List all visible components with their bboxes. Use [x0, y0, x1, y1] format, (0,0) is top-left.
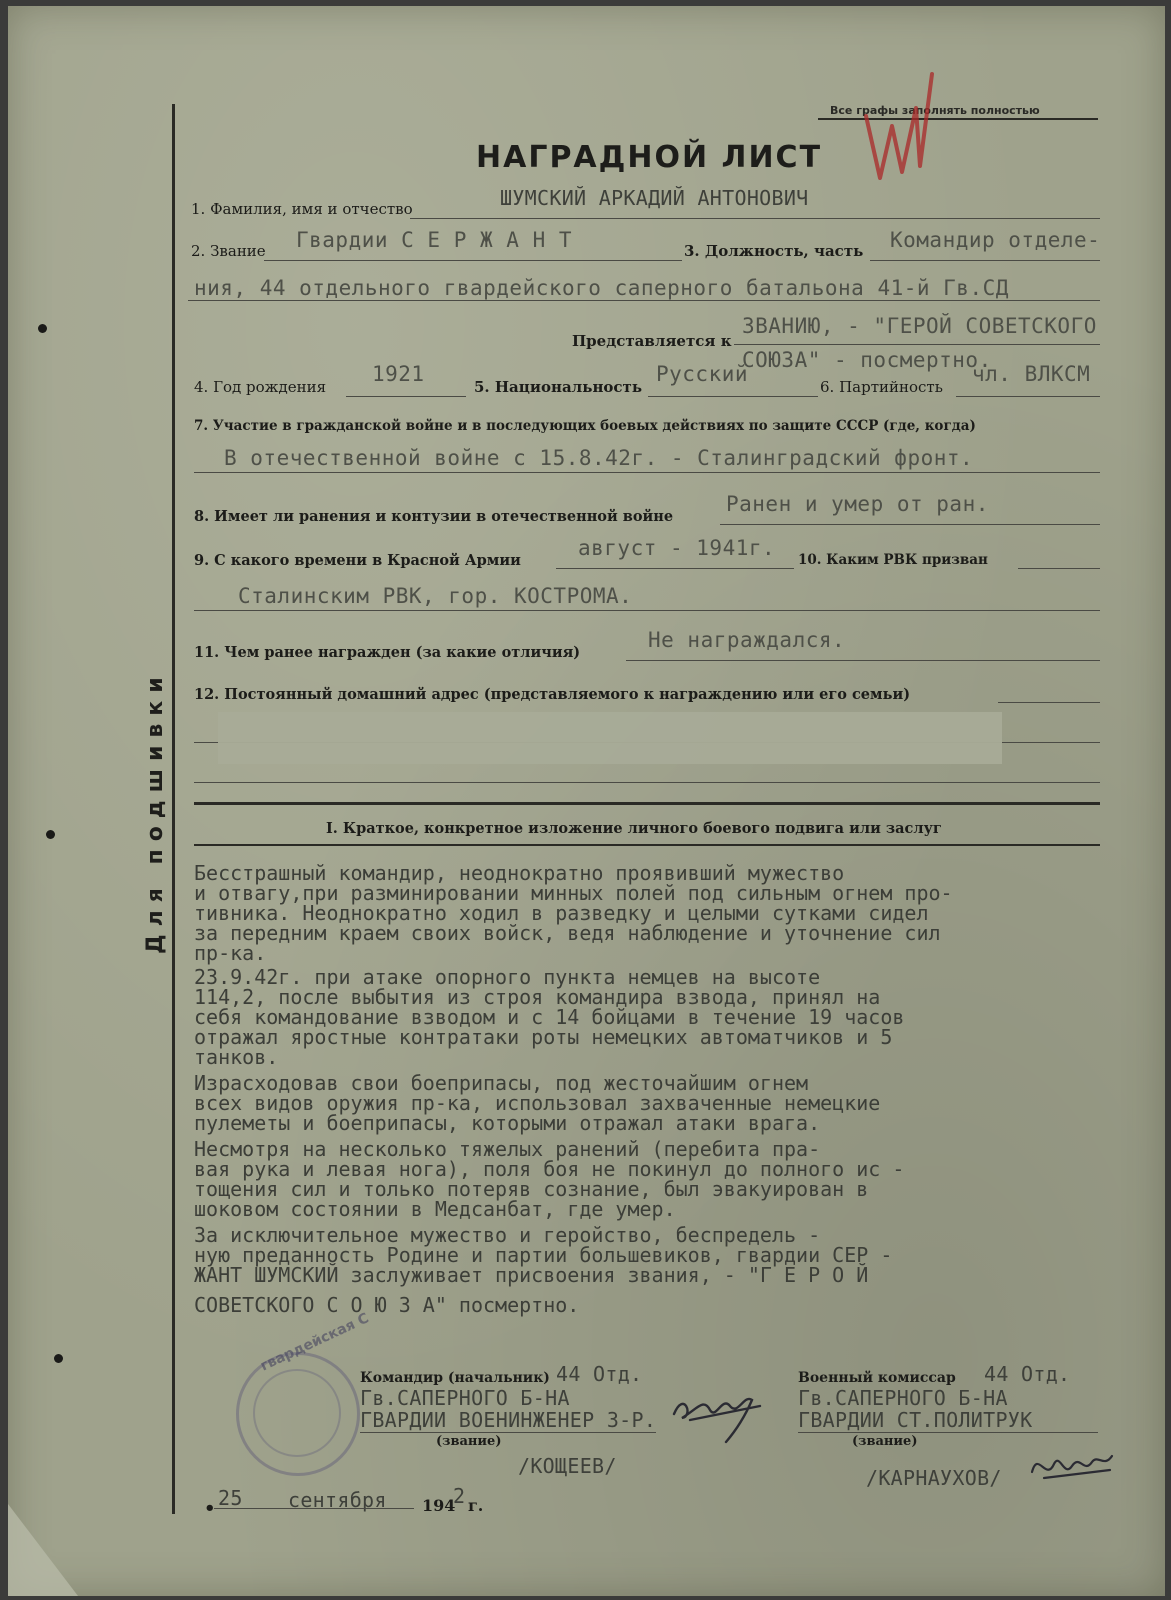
redaction-block	[218, 712, 1002, 764]
narrative-line: за передним краем своих войск, ведя наблюдение и уточнение сил	[194, 921, 941, 945]
field-7-label: 7. Участие в гражданской войне и в последующих боевых действиях по защите СССР (где, когда)	[194, 418, 976, 434]
field-3-label: 3. Должность, часть	[684, 242, 864, 260]
award-sheet	[8, 6, 1165, 1596]
commissar-label: Военный комиссар	[798, 1370, 956, 1386]
field-9-line	[556, 568, 794, 569]
narrative-line: пулеметы и боеприпасы, которыми отражал атаки врага.	[194, 1111, 821, 1135]
field-3-value: Командир отделе-	[890, 228, 1101, 252]
narrative-line: 23.9.42г. при атаке опорного пункта немцев на высоте	[194, 965, 821, 989]
date-year-prefix: 194	[422, 1496, 456, 1515]
field-10-line-continued	[194, 610, 1100, 611]
presented-line	[734, 344, 1100, 345]
commander-unit-2: Гв.САПЕРНОГО Б-НА	[360, 1386, 570, 1410]
field-9-label: 9. С какого времени в Красной Армии	[194, 552, 521, 569]
narrative-line: себя командование взводом и с 14 бойцами в течение 19 часов	[194, 1005, 905, 1029]
commissar-rank-line	[798, 1432, 1098, 1433]
section-rule-bottom	[194, 844, 1100, 846]
field-4-label: 4. Год рождения	[194, 378, 327, 396]
date-line	[214, 1508, 414, 1509]
official-stamp-icon	[236, 1352, 360, 1476]
commissar-unit-2: Гв.САПЕРНОГО Б-НА	[798, 1386, 1008, 1410]
field-1-value: ШУМСКИЙ АРКАДИЙ АНТОНОВИЧ	[500, 186, 809, 210]
presented-label: Представляется к	[572, 332, 732, 350]
field-11-value: Не награждался.	[648, 628, 846, 652]
field-8-label: 8. Имеет ли ранения и контузии в отечественной войне	[194, 508, 674, 525]
narrative-line: Бесстрашный командир, неоднократно проявивший мужество	[194, 861, 845, 885]
commissar-rank-caption: (звание)	[852, 1434, 918, 1449]
field-8-value: Ранен и умер от ран.	[726, 492, 989, 516]
narrative-line: Израсходовав свои боеприпасы, под жесточайшим огнем	[194, 1071, 809, 1095]
field-3-line	[870, 260, 1100, 261]
field-8-line	[720, 524, 1100, 525]
date-year-digit: 2	[453, 1484, 466, 1508]
field-3-line-continued	[188, 300, 1100, 301]
commander-signature-icon	[668, 1380, 768, 1446]
field-5-line	[648, 396, 818, 397]
field-2-line	[264, 260, 682, 261]
field-12-line	[998, 702, 1100, 703]
field-1-label: 1. Фамилия, имя и отчество	[191, 200, 413, 218]
folded-corner-icon	[8, 1496, 88, 1596]
field-12-line-3	[194, 782, 1100, 783]
date-suffix: г.	[468, 1496, 484, 1515]
red-pencil-mark-icon	[858, 68, 938, 180]
section-heading: I. Краткое, конкретное изложение личного боевого подвига или заслуг	[326, 820, 942, 837]
commander-label: Командир (начальник)	[360, 1370, 550, 1386]
commander-unit-1: 44 Отд.	[556, 1362, 643, 1386]
narrative-line: и отвагу,при разминировании минных полей под сильным огнем про-	[194, 881, 953, 905]
presented-value: ЗВАНИЮ, - "ГЕРОЙ СОВЕТСКОГО	[742, 314, 1097, 338]
narrative-line: отражал яростные контратаки роты немецких автоматчиков и 5	[194, 1025, 893, 1049]
field-11-label: 11. Чем ранее награжден (за какие отличия)	[194, 644, 581, 661]
narrative-line: За исключительное мужество и геройство, беспредель -	[194, 1223, 821, 1247]
commissar-unit-1: 44 Отд.	[984, 1362, 1071, 1386]
field-10-line	[1018, 568, 1100, 569]
narrative-line: пр-ка.	[194, 941, 267, 965]
binding-margin-line	[172, 104, 175, 1514]
top-note: Все графы заполнять полностью	[830, 104, 1040, 117]
commander-rank-line	[360, 1432, 656, 1433]
field-1-line	[410, 218, 1100, 219]
field-5-value: Русский	[656, 362, 749, 386]
field-2-label: 2. Звание	[191, 242, 266, 260]
binding-label: Для подшивки	[143, 669, 168, 954]
narrative-line: ЖАНТ ШУМСКИЙ заслуживает присвоения звания, - "Г Е Р О Й	[194, 1263, 869, 1287]
field-4-value: 1921	[372, 362, 425, 386]
date-month: сентября	[288, 1488, 387, 1512]
field-7-line	[194, 472, 1100, 473]
section-rule-top	[194, 802, 1100, 805]
commander-rank-caption: (звание)	[436, 1434, 502, 1449]
stamp-text: гвардейская С	[258, 1310, 372, 1375]
field-4-line	[346, 396, 466, 397]
field-3-value-continued: ния, 44 отдельного гвардейского саперного батальона 41-й Гв.СД	[194, 276, 1009, 300]
date-day: 25	[218, 1486, 243, 1510]
narrative-line: тощения сил и только потеряв сознание, был эвакуирован в	[194, 1177, 869, 1201]
commissar-name: /КАРНАУХОВ/	[866, 1466, 1002, 1490]
punch-hole	[54, 1354, 63, 1363]
narrative-line: СОВЕТСКОГО С О Ю З А" посмертно.	[194, 1293, 580, 1317]
punch-hole	[46, 830, 55, 839]
field-10-label: 10. Каким РВК призван	[798, 552, 988, 568]
narrative-line: тивника. Неоднократно ходил в разведку и целыми сутками сидел	[194, 901, 929, 925]
commander-rank: ГВАРДИИ ВОЕНИНЖЕНЕР 3-Р.	[360, 1408, 657, 1432]
narrative-line: всех видов оружия пр-ка, использовал захваченные немецкие	[194, 1091, 881, 1115]
commander-name: /КОЩЕЕВ/	[518, 1454, 617, 1478]
narrative-line: шоковом состоянии в Медсанбат, где умер.	[194, 1197, 676, 1221]
field-6-label: 6. Партийность	[820, 378, 943, 396]
narrative-line: ную преданность Родине и партии большевиков, гвардии СЕР -	[194, 1243, 893, 1267]
field-6-line	[956, 396, 1100, 397]
field-7-value: В отечественной войне с 15.8.42г. - Сталинградский фронт.	[224, 446, 974, 470]
presented-value-continued: СОЮЗА" - посмертно.	[742, 348, 992, 372]
page-title: НАГРАДНОЙ ЛИСТ	[476, 140, 823, 175]
field-12-label: 12. Постоянный домашний адрес (представляемого к награждению или его семьи)	[194, 686, 911, 703]
field-6-value: чл. ВЛКСМ	[972, 362, 1091, 386]
commissar-signature-icon	[1026, 1442, 1118, 1488]
date-bullet: •	[204, 1498, 216, 1519]
field-11-line	[626, 660, 1100, 661]
narrative-line: 114,2, после выбытия из строя командира взвода, принял на	[194, 985, 881, 1009]
field-9-value: август - 1941г.	[578, 536, 776, 560]
field-10-value: Сталинским РВК, гор. КОСТРОМА.	[238, 584, 633, 608]
field-5-label: 5. Национальность	[474, 378, 643, 396]
narrative-line: вая рука и левая нога), поля боя не покинул до полного ис -	[194, 1157, 905, 1181]
commissar-rank: ГВАРДИИ СТ.ПОЛИТРУК	[798, 1408, 1033, 1432]
punch-hole	[38, 324, 47, 333]
narrative-line: танков.	[194, 1045, 279, 1069]
narrative-line: Несмотря на несколько тяжелых ранений (перебита пра-	[194, 1137, 821, 1161]
field-2-value: Гвардии С Е Р Ж А Н Т	[296, 228, 573, 252]
